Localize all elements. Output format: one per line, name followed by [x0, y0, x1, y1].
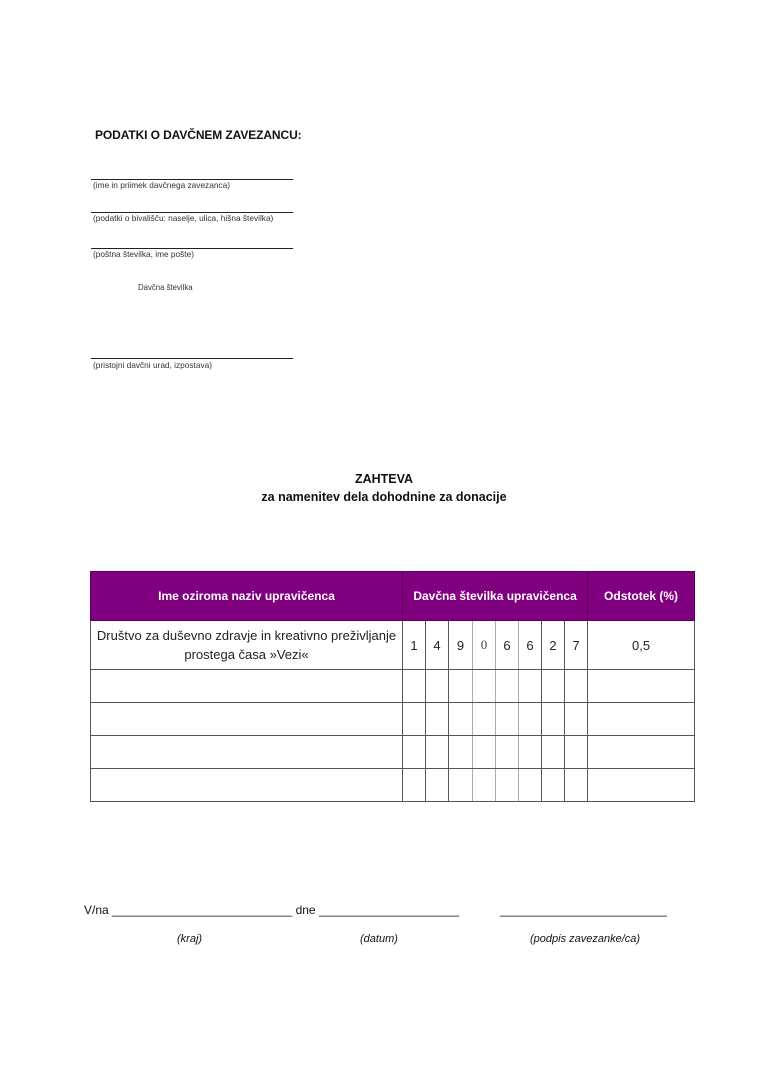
place-caption: (kraj) [177, 933, 203, 945]
tax-digit-cell[interactable] [426, 736, 449, 769]
document-title [0, 470, 768, 506]
signature-field[interactable]: _________________________ [500, 903, 667, 917]
table-row [91, 769, 695, 802]
tax-digit-cell[interactable] [565, 670, 588, 703]
percent-cell[interactable]: 0,5 [588, 621, 695, 670]
tax-digit-cell[interactable]: 6 [496, 621, 519, 670]
tax-digit-cell[interactable] [403, 670, 426, 703]
tax-digit-cell[interactable] [473, 736, 496, 769]
tax-digit-cell[interactable]: 9 [449, 621, 473, 670]
tax-digit: 0 [480, 637, 488, 652]
table-header-row [91, 572, 695, 621]
date-caption: (datum) [360, 933, 398, 945]
table-row [91, 736, 695, 769]
tax-digit-cell[interactable] [426, 670, 449, 703]
tax-digit-cell[interactable] [542, 703, 565, 736]
tax-digit-cell[interactable] [542, 736, 565, 769]
place-prefix: V/na [84, 903, 109, 917]
tax-digit-cell[interactable]: 2 [542, 621, 565, 670]
tax-digit-cell[interactable]: 7 [565, 621, 588, 670]
table-row [91, 621, 695, 670]
tax-digit-cell[interactable] [449, 736, 473, 769]
tax-digit-cell[interactable] [542, 670, 565, 703]
tax-digit-cell[interactable] [403, 736, 426, 769]
recipient-name-cell[interactable] [91, 670, 403, 703]
postal-code-caption: (poštna številka, ime pošte) [93, 249, 194, 259]
tax-digit-cell[interactable] [403, 769, 426, 802]
tax-digit-cell[interactable] [519, 670, 542, 703]
percent-cell[interactable] [588, 769, 695, 802]
taxpayer-name-caption: (ime in priimek davčnega zavezanca) [93, 180, 230, 190]
document-heading: ZAHTEVA [354, 472, 414, 486]
taxpayer-address-caption: (podatki o bivališču: naselje, ulica, hišna številka) [93, 213, 274, 223]
tax-digit-cell[interactable] [449, 703, 473, 736]
place-date-line [84, 903, 459, 917]
taxpayer-section-title: PODATKI O DAVČNEM ZAVEZANCU: [95, 128, 302, 142]
tax-digit-cell[interactable] [519, 703, 542, 736]
tax-digit-cell[interactable] [496, 736, 519, 769]
tax-digit-cell[interactable] [449, 670, 473, 703]
column-header-recipient: Ime oziroma naziv upravičenca [91, 572, 403, 621]
tax-digit-cell[interactable] [403, 703, 426, 736]
tax-digit-cell[interactable] [496, 670, 519, 703]
column-header-tax-number: Davčna številka upravičenca [403, 572, 588, 621]
tax-digit-cell[interactable] [565, 769, 588, 802]
tax-digit-cell[interactable] [519, 736, 542, 769]
tax-digit-cell[interactable] [426, 703, 449, 736]
tax-digit-cell[interactable] [473, 703, 496, 736]
percent-cell[interactable] [588, 670, 695, 703]
tax-digit-cell[interactable] [496, 703, 519, 736]
recipient-name: Društvo za duševno zdravje in kreativno preživljanje prostega časa »Vezi« [96, 628, 397, 662]
tax-digit-cell[interactable]: 6 [519, 621, 542, 670]
tax-digit-cell[interactable] [426, 769, 449, 802]
percent-cell[interactable] [588, 703, 695, 736]
tax-digit-cell[interactable] [449, 769, 473, 802]
table-row [91, 703, 695, 736]
document-subheading: za namenitev dela dohodnine za donacije [261, 490, 507, 504]
tax-digit-cell[interactable] [565, 736, 588, 769]
tax-digit-cell[interactable] [473, 670, 496, 703]
date-prefix: dne [295, 903, 316, 917]
percent-cell[interactable] [588, 736, 695, 769]
recipient-name-cell[interactable] [91, 703, 403, 736]
tax-digit-cell[interactable] [542, 769, 565, 802]
signature-caption: (podpis zavezanke/ca) [530, 933, 641, 945]
date-field[interactable]: _____________________ [318, 903, 460, 917]
tax-office-line[interactable] [91, 358, 293, 359]
column-header-percent: Odstotek (%) [588, 572, 695, 621]
tax-digit-cell[interactable] [473, 621, 496, 670]
tax-office-caption: (pristojni davčni urad, izpostava) [93, 360, 212, 370]
recipient-name-cell[interactable] [91, 769, 403, 802]
recipient-name-cell[interactable] [91, 621, 403, 670]
tax-digit-cell[interactable] [473, 769, 496, 802]
recipient-name-cell[interactable] [91, 736, 403, 769]
tax-digit-cell[interactable] [565, 703, 588, 736]
donation-table [90, 571, 695, 802]
tax-digit-cell[interactable]: 1 [403, 621, 426, 670]
tax-digit-cell[interactable] [519, 769, 542, 802]
tax-digit-cell[interactable] [496, 769, 519, 802]
place-field[interactable]: ___________________________ [112, 903, 293, 917]
table-row [91, 670, 695, 703]
tax-digit-cell[interactable]: 4 [426, 621, 449, 670]
tax-number-label: Davčna številka [138, 283, 193, 292]
